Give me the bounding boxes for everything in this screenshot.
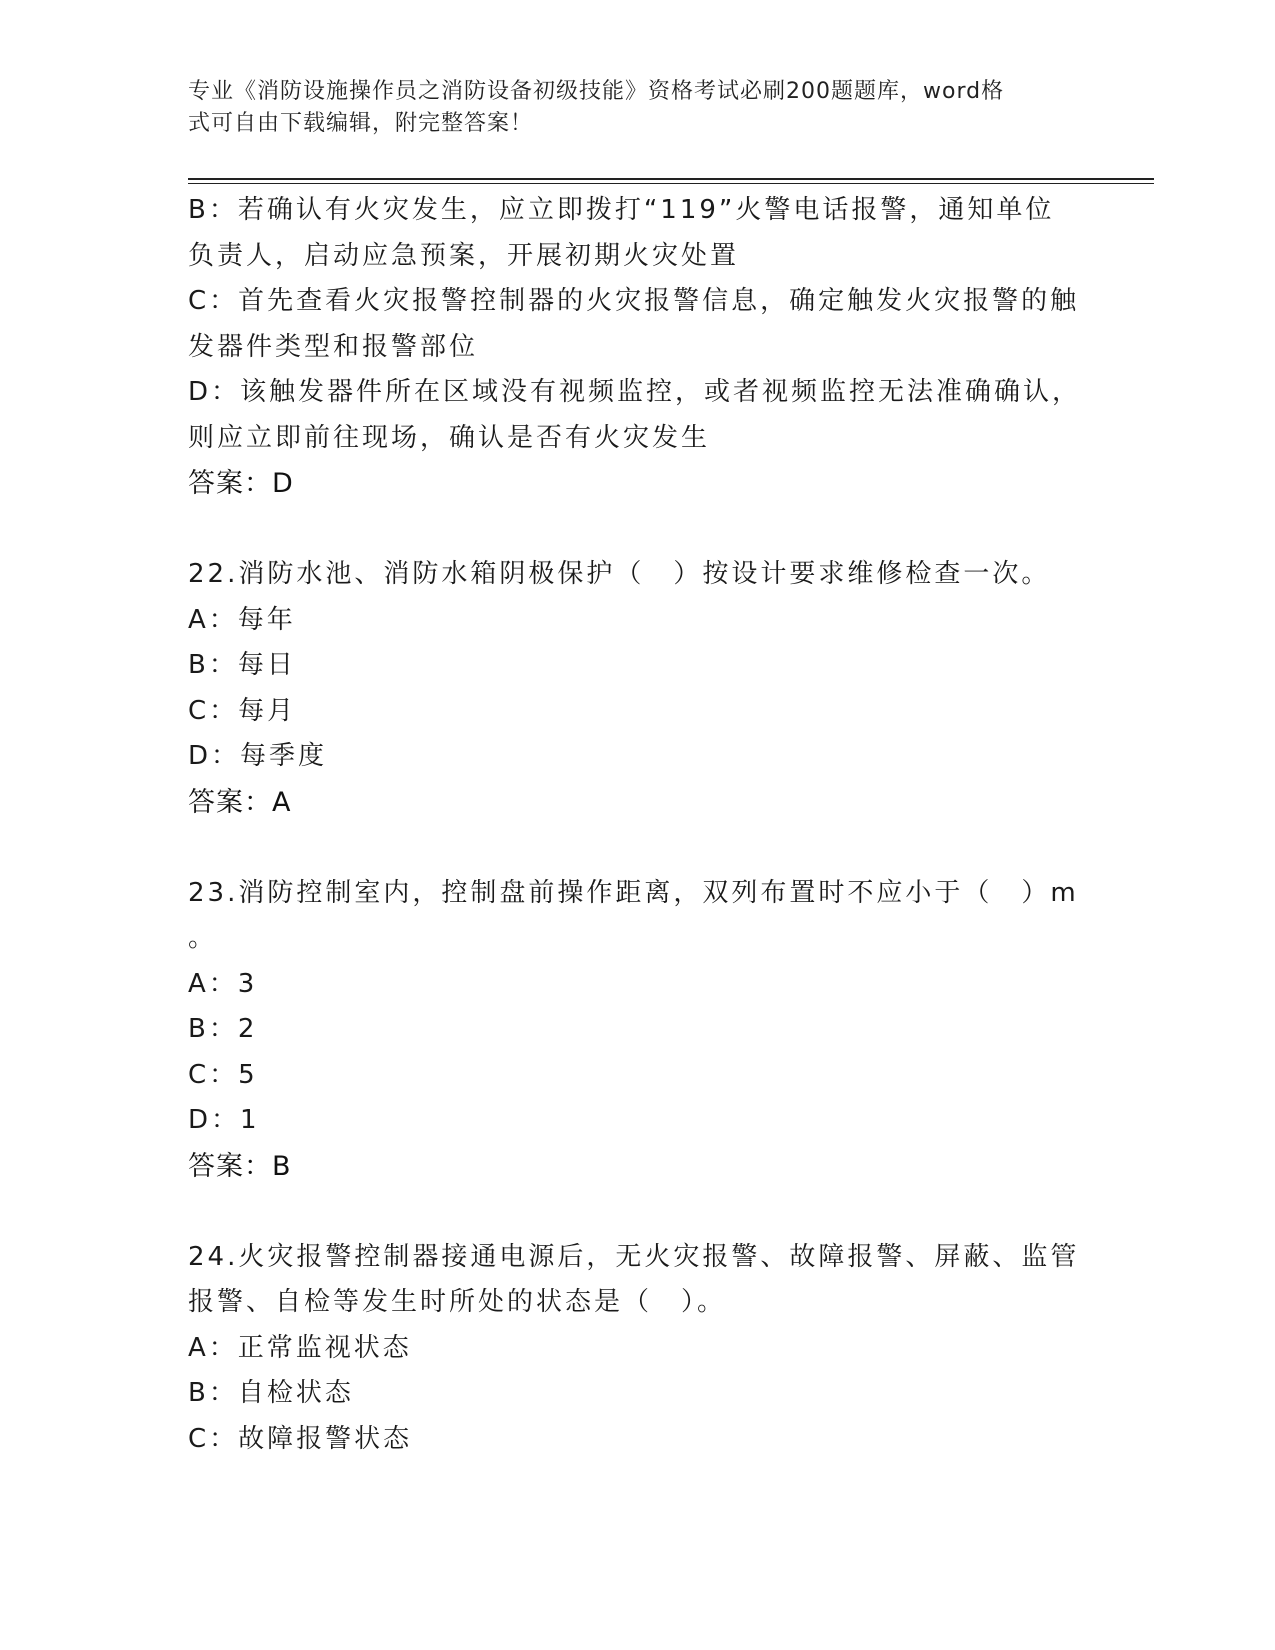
option-a: A：正常监视状态 <box>188 1332 412 1363</box>
header-title-line-1: 专业《消防设施操作员之消防设备初级技能》资格考试必刷200题题库，word格 <box>188 79 1005 104</box>
question-24-stem-line-2: 报警、自检等发生时所处的状态是（ ）。 <box>188 1287 727 1317</box>
option-b: B：自检状态 <box>188 1378 354 1408</box>
option-d-line-2: 则应立即前往现场，确认是否有火灾发生 <box>188 422 711 453</box>
question-24-stem-line-1: 24.火灾报警控制器接通电源后，无火灾报警、故障报警、屏蔽、监管 <box>188 1241 1080 1272</box>
option-c: C：每月 <box>188 695 297 726</box>
option-c-line-1: C：首先查看火灾报警控制器的火灾报警信息，确定触发火灾报警的触 <box>188 286 1080 316</box>
option-b: B：每日 <box>188 650 296 680</box>
option-b: B：2 <box>188 1014 258 1044</box>
answer-23: 答案：B <box>188 1150 292 1182</box>
answer-22: 答案：A <box>188 786 292 818</box>
question-21-continued <box>188 188 1088 507</box>
header-divider-thick <box>188 178 1154 180</box>
option-b-line-1: B：若确认有火灾发生，应立即拨打“119”火警电话报警，通知单位 <box>188 195 1055 225</box>
question-22 <box>188 552 1088 825</box>
spacer <box>188 507 1088 553</box>
question-23-stem-line-1: 23.消防控制室内，控制盘前操作距离，双列布置时不应小于（ ）m <box>188 877 1079 908</box>
header-title-line-2: 式可自由下载编辑，附完整答案！ <box>188 111 534 136</box>
option-c: C：5 <box>188 1059 258 1090</box>
option-a: A：3 <box>188 968 258 999</box>
question-23-stem-line-2: 。 <box>188 923 218 953</box>
option-d: D：每季度 <box>188 741 328 771</box>
question-24 <box>188 1235 1088 1463</box>
option-b-line-2: 负责人，启动应急预案，开展初期火灾处置 <box>188 240 740 271</box>
header-divider-thin <box>188 183 1154 184</box>
spacer <box>188 825 1088 871</box>
document-header <box>188 76 1068 140</box>
question-content <box>188 188 1088 1462</box>
answer-21: 答案：D <box>188 468 294 499</box>
option-c-line-2: 发器件类型和报警部位 <box>188 331 479 362</box>
option-c: C：故障报警状态 <box>188 1423 413 1454</box>
question-22-stem: 22.消防水池、消防水箱阴极保护（ ）按设计要求维修检查一次。 <box>188 559 1051 589</box>
question-23 <box>188 871 1088 1190</box>
spacer <box>188 1189 1088 1235</box>
option-d: D：1 <box>188 1105 260 1135</box>
option-a: A：每年 <box>188 604 296 635</box>
option-d-line-1: D：该触发器件所在区域没有视频监控，或者视频监控无法准确确认， <box>188 377 1082 407</box>
